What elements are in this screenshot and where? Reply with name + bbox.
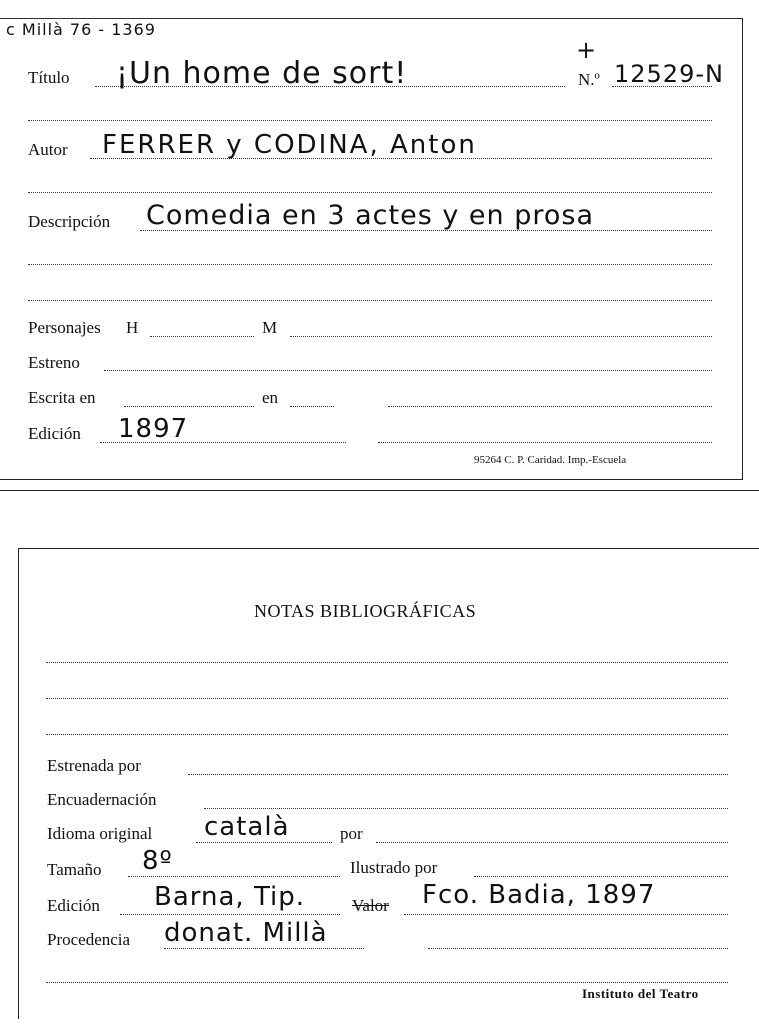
blank-line-2 [28,192,712,193]
notas-heading: NOTAS BIBLIOGRÁFICAS [254,601,477,621]
descripcion-value: Comedia en 3 actes y en prosa [146,200,595,231]
idioma-value: català [204,812,290,842]
m-line [290,336,712,337]
corner-note: c Millà 76 - 1369 [6,20,156,39]
encuadernacion-line [204,808,728,809]
ilustrado-line [474,876,728,877]
encuadernacion-label: Encuadernación [47,790,157,809]
autor-label: Autor [28,140,68,159]
edicion-label-bottom: Edición [47,896,100,915]
idioma-line [196,842,332,843]
estreno-line [104,370,712,371]
autor-value: FERRER y CODINA, Anton [102,130,477,160]
por-line [376,842,728,843]
numero-line [612,86,712,87]
procedencia-label: Procedencia [47,930,131,949]
en-line-a [290,406,334,407]
top-card-bottom-edge [0,490,759,491]
en-line-b [388,406,712,407]
procedencia-line [164,948,364,949]
en-label: en [262,388,279,407]
edicion-label-top: Edición [28,424,81,443]
edicion-line-bottom [120,914,340,915]
tamano-label: Tamaño [47,860,102,879]
titulo-label: Título [28,68,70,87]
titulo-value: ¡Un home de sort! [116,56,408,91]
procedencia-value: donat. Millà [164,918,328,948]
h-line [150,336,254,337]
blank-line-1 [28,120,712,121]
estrenada-label: Estrenada por [47,756,141,775]
personajes-label: Personajes [28,318,101,337]
descripcion-label: Descripción [28,212,111,231]
escrita-line [124,406,254,407]
h-label: H [126,318,139,337]
valor-value: Fco. Badia, 1897 [422,880,656,910]
notas-line-last [46,982,728,983]
blank-line-4 [28,300,712,301]
m-label: M [262,318,278,337]
idioma-label: Idioma original [47,824,153,843]
edicion-line-top-b [378,442,712,443]
valor-line [404,914,728,915]
printer-note: 95264 C. P. Caridad. Imp.-Escuela [474,454,627,466]
tamano-value: 8º [142,846,173,876]
estreno-label: Estreno [28,353,80,372]
notas-line-2 [46,698,728,699]
instituto-footer: Instituto del Teatro [582,986,699,1001]
estrenada-line [188,774,728,775]
notas-line-3 [46,734,728,735]
procedencia-line-b [428,948,728,949]
numero-value: 12529-N [614,60,724,88]
por-label: por [340,824,363,843]
cross-mark: + [576,36,598,64]
escrita-label: Escrita en [28,388,96,407]
notas-line-1 [46,662,728,663]
numero-label: N.º [578,70,600,89]
valor-label: Valor [352,896,389,915]
tamano-line [128,876,340,877]
edicion-value-top: 1897 [118,414,189,444]
edicion-value-bottom: Barna, Tip. [154,882,306,912]
blank-line-3 [28,264,712,265]
ilustrado-label: Ilustrado por [350,858,438,877]
